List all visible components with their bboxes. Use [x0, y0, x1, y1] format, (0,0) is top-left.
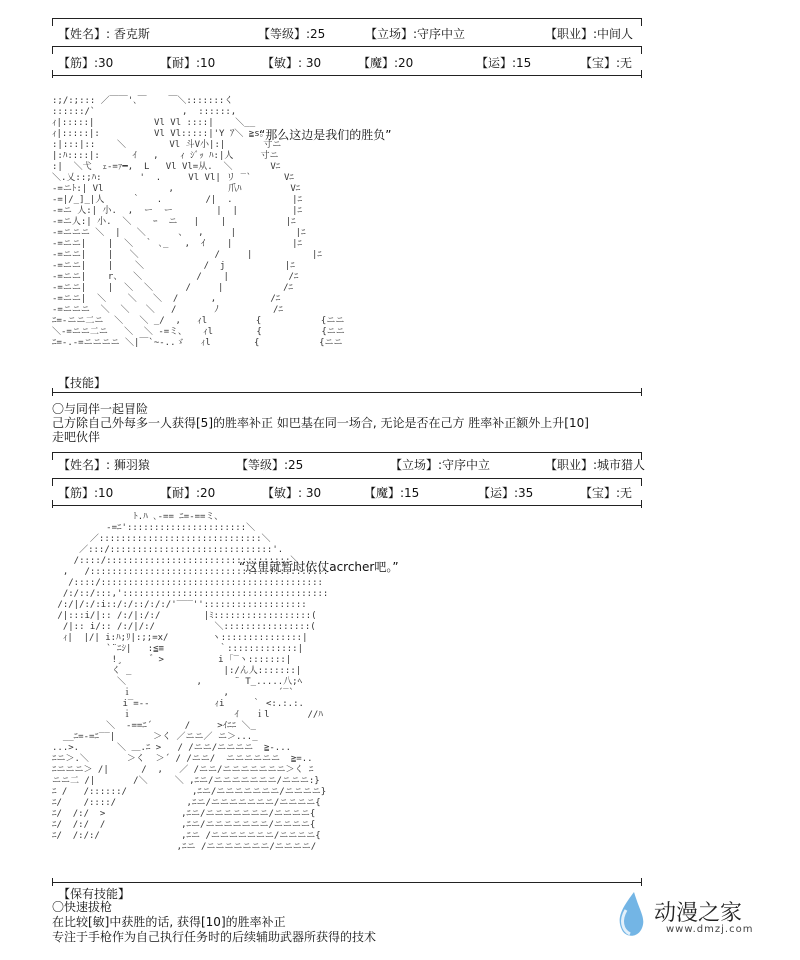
luck-field: 【运】:35: [478, 486, 534, 500]
skill-description: 在比较[敏]中获胜的话, 获得[10]的胜率补正: [52, 915, 286, 929]
rule: [52, 505, 642, 506]
droplet-icon: [614, 890, 648, 940]
rule: [52, 18, 642, 19]
skill-flavor: 走吧伙伴: [52, 430, 101, 444]
luck-field: 【运】:15: [476, 56, 532, 70]
tick: [641, 70, 642, 78]
tick: [641, 878, 642, 886]
tick: [52, 452, 53, 460]
alignment-field: 【立场】:守序中立: [390, 458, 491, 472]
rule: [52, 452, 642, 453]
level-field: 【等级】:25: [236, 458, 304, 472]
str-field: 【筋】:10: [58, 486, 114, 500]
tick: [52, 18, 53, 26]
skill-name: 〇与同伴一起冒险: [52, 402, 149, 416]
ascii-art-portrait: :;/:;::: ／￣￣'､￣ ￣＼:::::::く ::::::/` , ::::::, ｨ|:::::| Vl Vl ::::| ＼__ ｨ|:::::|: Vl Vl:::::|'Y ｱ＼ ≧s。 :|:::|:: ＼ Vl 斗V小|:| 寸ニ |:ﾊ::::|: ｲ , ｨ ｼﾞｯ ﾊ:|人 寸ニ :| ＼弋 ｪ-=ｧ━, L Vl Vl=从. ＼ Vﾆ ＼.乂::;ﾊ: ' . Vl Vl| リ ‾` Vﾆ -=ニﾄ:| Vl , 爪ﾊ Vﾆ -=|/_]_|人 ｀ . /| . |ﾆ -=ニ 人:| 小. , ー ー | | |ﾆ -=ニ人:| 小. ＼ ｰ ニ | | |ﾆ -=ニニニ ＼ | ＼ 、 , | |ﾆ -=ニニ| | ＼ ｀ ､_ , ｲ | |ﾆ -=ニニ| | ＼ / | |ﾆ -=ニニ| | ＼ / j |ﾆ -=ニニ| r、 ＼ / | /ﾆ -=ニニ| | ＼ ＼ / | /ﾆ -=ニニ| ＼ ＼ ＼ / , /ﾆ -=ニニニ ＼ ＼ ＼ / ﾉ /ﾆ ﾆ=-ニニ二ニ ＼ ＼ _/ , ｨl { {ニニ ＼-=ニニ二ニ ＼ ＼ -=ミ、 ｨl { {ニニ ﾆ=-.-=ニニニニ ＼|￣`~‐..ゞ ｨl { {ニニ: [52, 96, 345, 348]
tick: [641, 46, 642, 54]
end-field: 【耐】:20: [160, 486, 216, 500]
skills-header: 【技能】: [58, 376, 107, 390]
watermark-logo: [614, 890, 784, 946]
tick: [52, 478, 53, 486]
tick: [52, 388, 53, 396]
tick: [52, 500, 53, 508]
name-field: 【姓名】: 香克斯: [58, 27, 150, 41]
tick: [52, 70, 53, 78]
alignment-field: 【立场】:守序中立: [365, 27, 466, 41]
skill-description: 己方除自己外每多一人获得[5]的胜率补正 如巴基在同一场合, 无论是否在己方 胜率补正额外上升[10]: [52, 416, 589, 430]
rule: [52, 46, 642, 47]
level-field: 【等级】:25: [258, 27, 326, 41]
agi-field: 【敏】: 30: [262, 56, 322, 70]
np-field: 【宝】:无: [580, 486, 633, 500]
agi-field: 【敏】: 30: [262, 486, 322, 500]
mag-field: 【魔】:15: [364, 486, 420, 500]
rule: [52, 392, 642, 393]
end-field: 【耐】:10: [160, 56, 216, 70]
class-field: 【职业】:中间人: [545, 27, 634, 41]
rule: [52, 882, 642, 883]
skill-name: 〇快速拔枪: [52, 900, 113, 914]
mag-field: 【魔】:20: [358, 56, 414, 70]
character-quote: “那么这边是我们的胜负”: [259, 128, 392, 142]
rule: [52, 75, 642, 76]
name-field: 【姓名】: 狮羽猿: [58, 458, 150, 472]
ascii-art-portrait: ﾄ.ﾊ ､-== ﾆ=-==ミ、 -=ﾆ'::::::::::::::::::::::＼ ／::::::::::::::::::::::::::::::＼ ／:::/::::::::::::::::::::::::::::::'. /::::/::::::::::::::::::::::::::::::::::＼ , /:::::::::::::::::::::::::::::::::::::::::::: /::::/::::::::::::::::::::::::::::::::::::::::: /:/::/:::,':::::::::::::::::::::::::::::::::::::: /:/|/:/:i::/:/::/:/:/'‾‾‾''::::::::::::::::::: /|:::i/|:: /:/|:/:/ |ﾐ::::::::::::::::::( /|:: i/:: /:/|/:/ ＼::::::::::::::::( ｨ| |/| i:ﾊ;ﾘ|:;;=x/ ヽ:::::::::::::::| `¨ﾆｼ| :≦≡ ｀:::::::::::::| !¸ ゛> i ｢‾ヽ:::::::| く _ |:/ん人:::::::| ＼ , ¨ T_.....八;ﾍ ｉ , ´‾` i‾=-- ｨi ｀ <:.:.:. ｉ ｲ ｉl //ﾊ ＼ ‐==ﾆ´ / >ｲﾆﾆ ＼_ __ﾆ=-=ﾆ‾‾| ＞く ／ニニ／ ニ＞..._ ...>. ＼ ＿.ﾆ > / /ニニ/ニニニニ ≧-... ﾆニ＞.＼ ＞く ＞´ / /ニニ/ ニニニニニニ ≧=.. ﾆニニニ＞ /| / , ／ /ニニ/ニニニニニニニ＞く ﾆ ニニ二 /| /＼ ＼ ,ﾆニ/ニニニニニニニ/ニニニ:} ﾆ / /::::::/ ,ﾆニ/ニニニニニニニ/ニニニニ} ﾆ/ /::::/ ,ﾆニ/ニニニニニニニ/ニニニニ{ ﾆ/ /:/ > ,ﾆニ/ニニニニニニニ/ニニニニ{ ﾆ/ /:/ / ,ﾆニ/ニニニニニニニ/ニニニニ{ ﾆ/ /:/:/ ,ﾆニ /ニニニニニニニ/ニニニニ{ ,ﾆニ /ニニニニニニニ/ニニニニ/: [52, 512, 329, 852]
skill-flavor: 专注于手枪作为自己执行任务时的后续辅助武器所获得的技术: [52, 930, 377, 944]
tick: [641, 478, 642, 486]
watermark-url: www.dmzj.com: [666, 924, 754, 935]
tick: [52, 878, 53, 886]
skills-header: 【保有技能】: [58, 887, 131, 901]
tick: [641, 18, 642, 26]
watermark-text: 动漫之家: [654, 901, 743, 926]
class-field: 【职业】:城市猎人: [545, 458, 646, 472]
character-quote: “这里就暂时依仗acrcher吧。”: [239, 560, 399, 574]
tick: [52, 46, 53, 54]
rule: [52, 478, 642, 479]
np-field: 【宝】:无: [580, 56, 633, 70]
str-field: 【筋】:30: [58, 56, 114, 70]
tick: [641, 388, 642, 396]
tick: [641, 500, 642, 508]
